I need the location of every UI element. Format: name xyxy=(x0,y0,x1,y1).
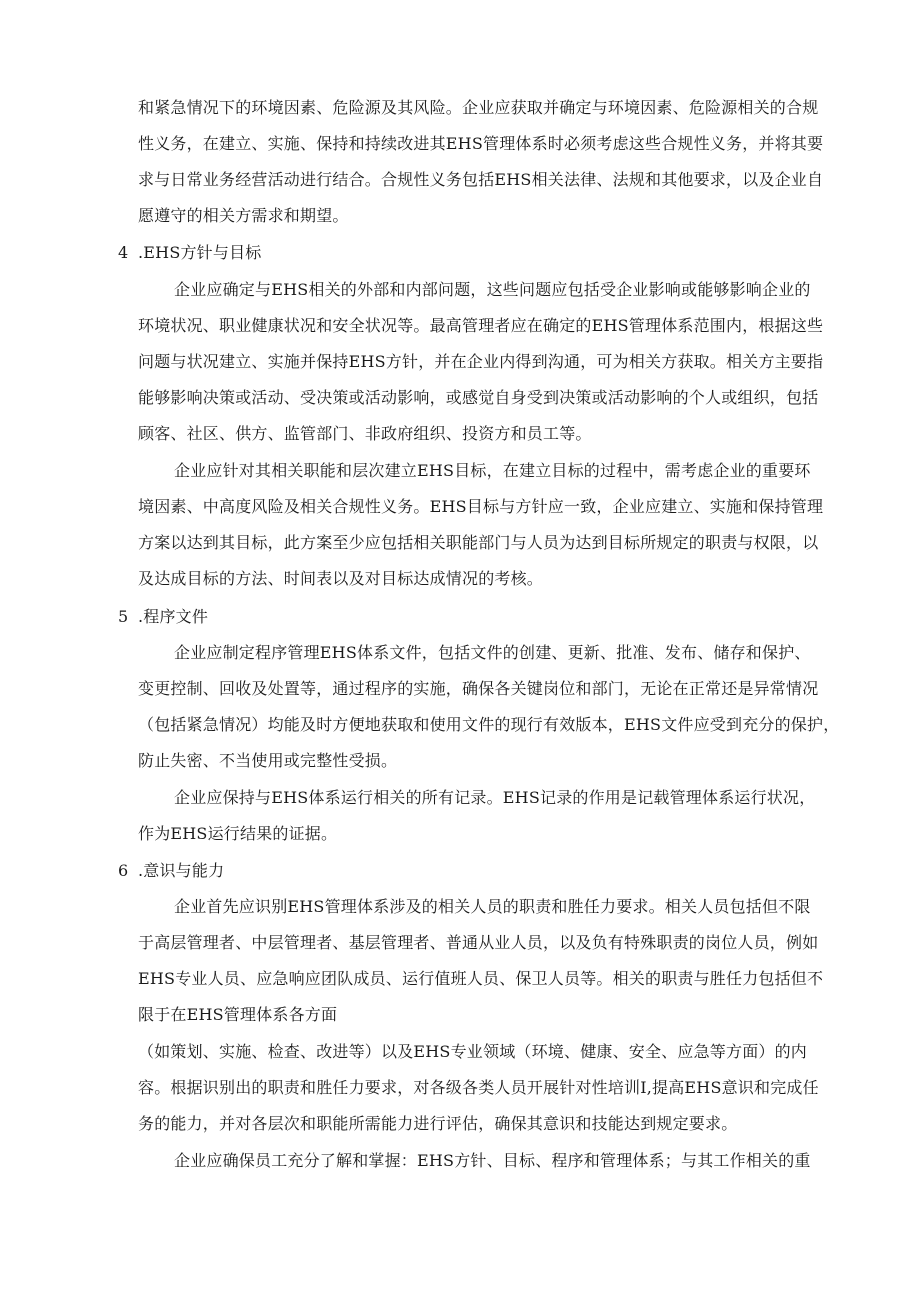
section-heading-4 xyxy=(118,243,261,263)
body-text-line: 能够影响决策或活动、受决策或活动影响，或感觉自身受到决策或活动影响的个人或组织，包括 xyxy=(138,388,819,407)
body-text-line: 企业应保持与EHS体系运行相关的所有记录。EHS记录的作用是记载管理体系运行状况， xyxy=(174,788,816,807)
body-text-line: 性义务，在建立、实施、保持和持续改进其EHS管理体系时必须考虑这些合规性义务，并将其要 xyxy=(138,134,824,153)
body-text-line: 和紧急情况下的环境因素、危险源及其风险。企业应获取并确定与环境因素、危险源相关的合规 xyxy=(138,98,819,117)
section-title: .EHS方针与目标 xyxy=(138,243,262,262)
body-text-line: 作为EHS运行结果的证据。 xyxy=(138,824,338,843)
section-heading-6 xyxy=(118,861,224,881)
section-heading-5 xyxy=(118,607,208,627)
body-text-line: 环境状况、职业健康状况和安全状况等。最高管理者应在确定的EHS管理体系范围内，根据这些 xyxy=(138,316,824,335)
body-text-line: 及达成目标的方法、时间表以及对目标达成情况的考核。 xyxy=(138,569,544,588)
body-text-line: 限于在EHS管理体系各方面 xyxy=(138,1005,338,1024)
body-text-line: 企业应确保员工充分了解和掌握：EHS方针、目标、程序和管理体系；与其工作相关的重 xyxy=(174,1151,811,1170)
body-text-line: 企业应确定与EHS相关的外部和内部问题，这些问题应包括受企业影响或能够影响企业的 xyxy=(174,280,811,299)
body-text-line: 问题与状况建立、实施并保持EHS方针，并在企业内得到沟通，可为相关方获取。相关方主要指 xyxy=(138,352,824,371)
body-text-line: 顾客、社区、供方、监管部门、非政府组织、投资方和员工等。 xyxy=(138,424,592,443)
body-text-line: 愿遵守的相关方需求和期望。 xyxy=(138,206,349,225)
section-title: .意识与能力 xyxy=(138,861,225,880)
body-text-line: 企业应针对其相关职能和层次建立EHS目标，在建立目标的过程中，需考虑企业的重要环 xyxy=(174,461,811,480)
body-text-line: （包括紧急情况）均能及时方便地获取和使用文件的现行有效版本，EHS文件应受到充分的保护， xyxy=(138,715,840,734)
body-text-line: （如策划、实施、检查、改进等）以及EHS专业领域（环境、健康、安全、应急等方面）的内 xyxy=(138,1042,807,1061)
body-text-line: 企业首先应识别EHS管理体系涉及的相关人员的职责和胜任力要求。相关人员包括但不限 xyxy=(174,897,811,916)
section-number: 4 xyxy=(118,243,129,262)
body-text-line: 境因素、中高度风险及相关合规性义务。EHS目标与方针应一致，企业应建立、实施和保持管理 xyxy=(138,497,824,516)
section-number: 6 xyxy=(118,861,129,880)
section-number: 5 xyxy=(118,607,129,626)
body-text-line: EHS专业人员、应急响应团队成员、运行值班人员、保卫人员等。相关的职责与胜任力包括但不 xyxy=(138,969,824,988)
body-text-line: 容。根据识别出的职责和胜任力要求，对各级各类人员开展针对性培训I,提高EHS意识和完成任 xyxy=(138,1078,819,1097)
body-text-line: 企业应制定程序管理EHS体系文件，包括文件的创建、更新、批准、发布、储存和保护、 xyxy=(174,643,811,662)
body-text-line: 务的能力，并对各层次和职能所需能力进行评估，确保其意识和技能达到规定要求。 xyxy=(138,1114,738,1133)
body-text-line: 防止失密、不当使用或完整性受损。 xyxy=(138,751,398,770)
body-text-line: 方案以达到其目标，此方案至少应包括相关职能部门与人员为达到目标所规定的职责与权限，以 xyxy=(138,533,819,552)
body-text-line: 变更控制、回收及处置等，通过程序的实施，确保各关键岗位和部门，无论在正常还是异常情况 xyxy=(138,679,819,698)
section-title: .程序文件 xyxy=(138,607,209,626)
body-text-line: 求与日常业务经营活动进行结合。合规性义务包括EHS相关法律、法规和其他要求，以及企业自 xyxy=(138,170,824,189)
body-text-line: 于高层管理者、中层管理者、基层管理者、普通从业人员，以及负有特殊职责的岗位人员，例如 xyxy=(138,933,819,952)
